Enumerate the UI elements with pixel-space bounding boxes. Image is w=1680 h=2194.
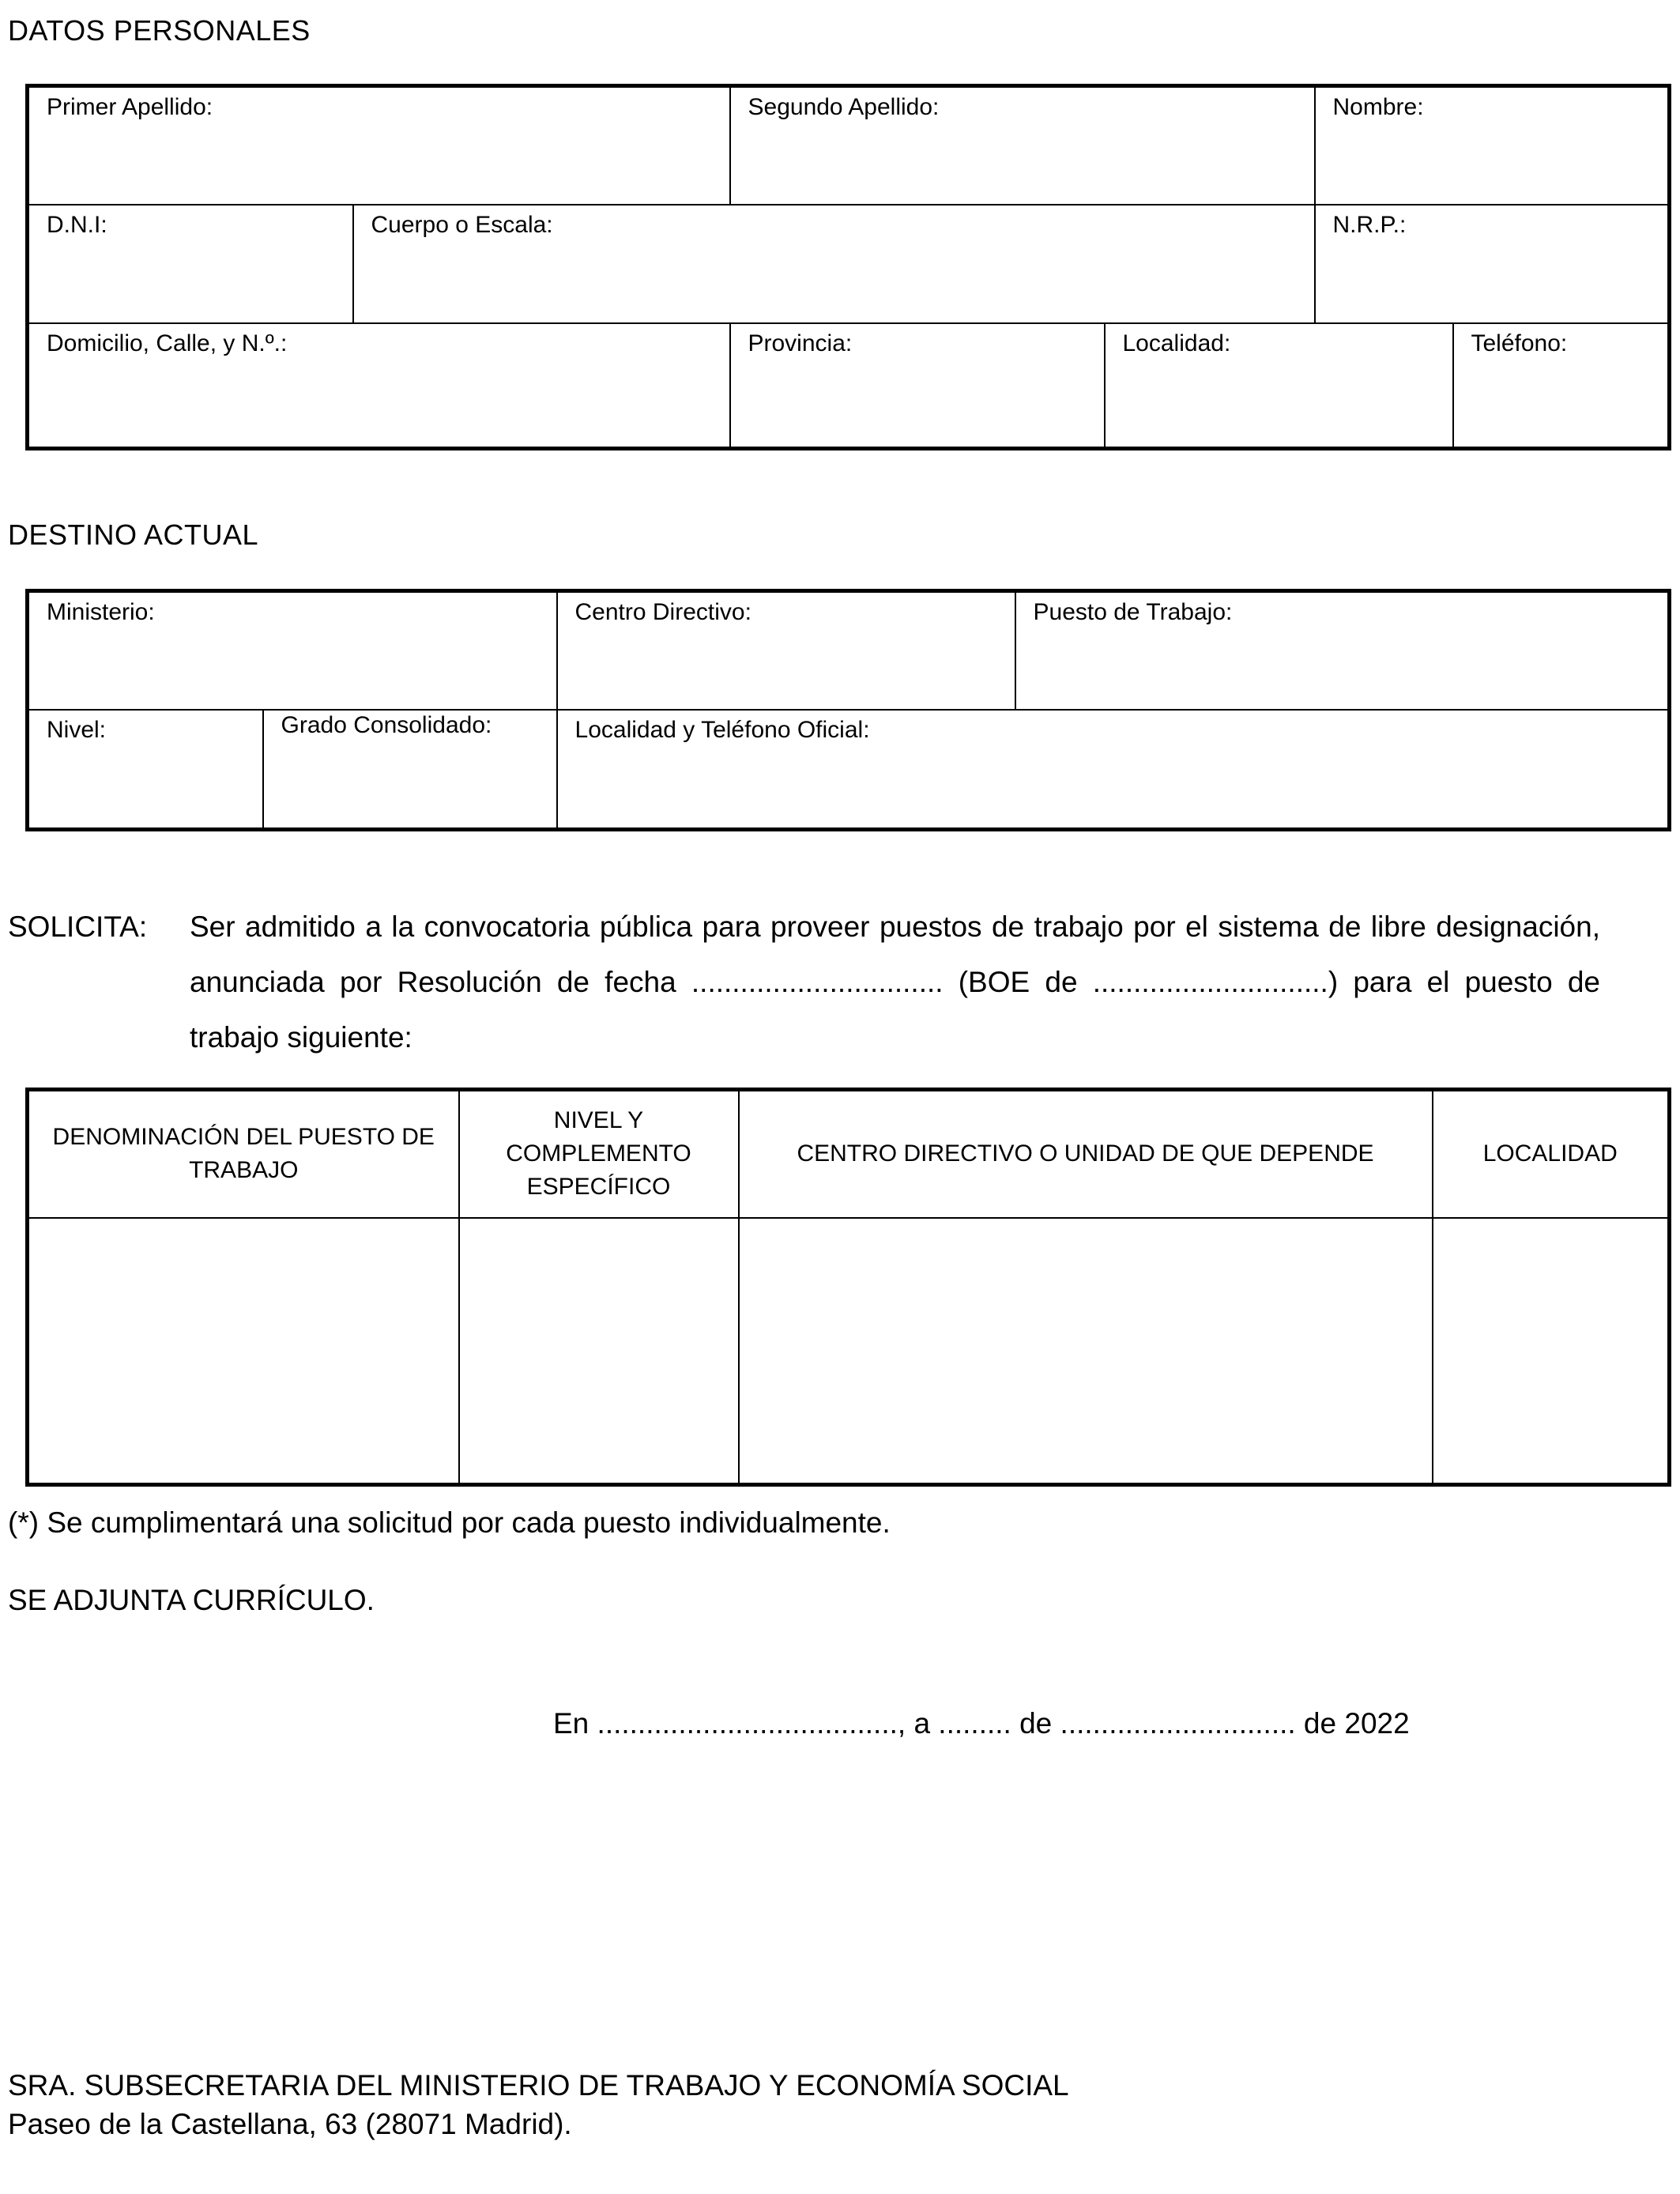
cuerpo-escala-field[interactable] (353, 205, 1315, 323)
datos-personales-table (25, 84, 1671, 450)
primer-apellido-field[interactable] (28, 86, 730, 205)
destino-actual-title: DESTINO ACTUAL (8, 518, 259, 551)
localidad-field[interactable] (1106, 324, 1453, 447)
localidad-telefono-oficial-label: Localidad y Teléfono Oficial: (574, 716, 870, 743)
grado-consolidado-field[interactable] (263, 710, 557, 830)
segundo-apellido-label: Segundo Apellido: (748, 94, 940, 120)
localidad-telefono-cell (1105, 323, 1670, 449)
date-place-line: En ....................................., a ......... de ............................. de 2022 (553, 1707, 1410, 1740)
destino-actual-table (25, 589, 1671, 831)
denominacion-input-cell[interactable] (28, 1218, 459, 1485)
footnote: (*) Se cumplimentará una solicitud por cada puesto individualmente. (8, 1506, 891, 1539)
dni-field[interactable] (28, 205, 353, 323)
solicita-text: Ser admitido a la convocatoria pública para proveer puestos de trabajo por el sistema de libre designación, anunciada por Resolución de fecha ............................... (BOE de .............................) para el puesto de trabajo siguiente: (190, 910, 1600, 1054)
nombre-label: Nombre: (1332, 94, 1424, 120)
datos-personales-title: DATOS PERSONALES (8, 14, 311, 47)
puestos-header-denominacion: DENOMINACIÓN DEL PUESTO DE TRABAJO (28, 1090, 459, 1218)
puestos-table (25, 1088, 1671, 1487)
nivel-field[interactable] (28, 710, 263, 830)
puestos-header-nivel: NIVEL Y COMPLEMENTO ESPECÍFICO (459, 1090, 739, 1218)
segundo-apellido-field[interactable] (730, 86, 1315, 205)
localidad-input-cell[interactable] (1433, 1218, 1670, 1485)
domicilio-label: Domicilio, Calle, y N.º.: (47, 330, 288, 356)
centro-unidad-input-cell[interactable] (739, 1218, 1433, 1485)
puestos-header-localidad: LOCALIDAD (1433, 1090, 1670, 1218)
ministerio-field[interactable] (28, 591, 557, 710)
cuerpo-escala-label: Cuerpo o Escala: (371, 211, 553, 238)
centro-directivo-label: Centro Directivo: (574, 599, 751, 625)
domicilio-field[interactable] (28, 323, 730, 449)
centro-directivo-field[interactable] (557, 591, 1015, 710)
addressee-line-2: Paseo de la Castellana, 63 (28071 Madrid). (8, 2108, 572, 2140)
localidad-label: Localidad: (1122, 330, 1231, 356)
nivel-complemento-input-cell[interactable] (459, 1218, 739, 1485)
ministerio-label: Ministerio: (47, 599, 155, 625)
telefono-field[interactable] (1453, 324, 1668, 447)
addressee-line-1: SRA. SUBSECRETARIA DEL MINISTERIO DE TRABAJO Y ECONOMÍA SOCIAL (8, 2069, 1069, 2102)
telefono-label: Teléfono: (1471, 330, 1568, 356)
nrp-label: N.R.P.: (1332, 211, 1407, 238)
puestos-header-centro: CENTRO DIRECTIVO O UNIDAD DE QUE DEPENDE (739, 1090, 1433, 1218)
puesto-trabajo-field[interactable] (1015, 591, 1670, 710)
puesto-trabajo-label: Puesto de Trabajo: (1033, 599, 1233, 625)
grado-consolidado-label: Grado Consolidado: (281, 711, 492, 738)
primer-apellido-label: Primer Apellido: (47, 94, 213, 120)
solicita-paragraph (8, 899, 1600, 1065)
dni-label: D.N.I: (47, 211, 107, 238)
nivel-label: Nivel: (47, 716, 107, 743)
solicita-label: SOLICITA: (8, 910, 148, 943)
table-row (28, 1218, 1670, 1485)
se-adjunta-curriculo: SE ADJUNTA CURRÍCULO. (8, 1584, 375, 1616)
nrp-field[interactable] (1315, 205, 1670, 323)
provincia-label: Provincia: (748, 330, 853, 356)
nombre-field[interactable] (1315, 86, 1670, 205)
provincia-field[interactable] (730, 323, 1105, 449)
localidad-telefono-oficial-field[interactable] (557, 710, 1670, 830)
localidad-telefono-split (1106, 324, 1668, 447)
